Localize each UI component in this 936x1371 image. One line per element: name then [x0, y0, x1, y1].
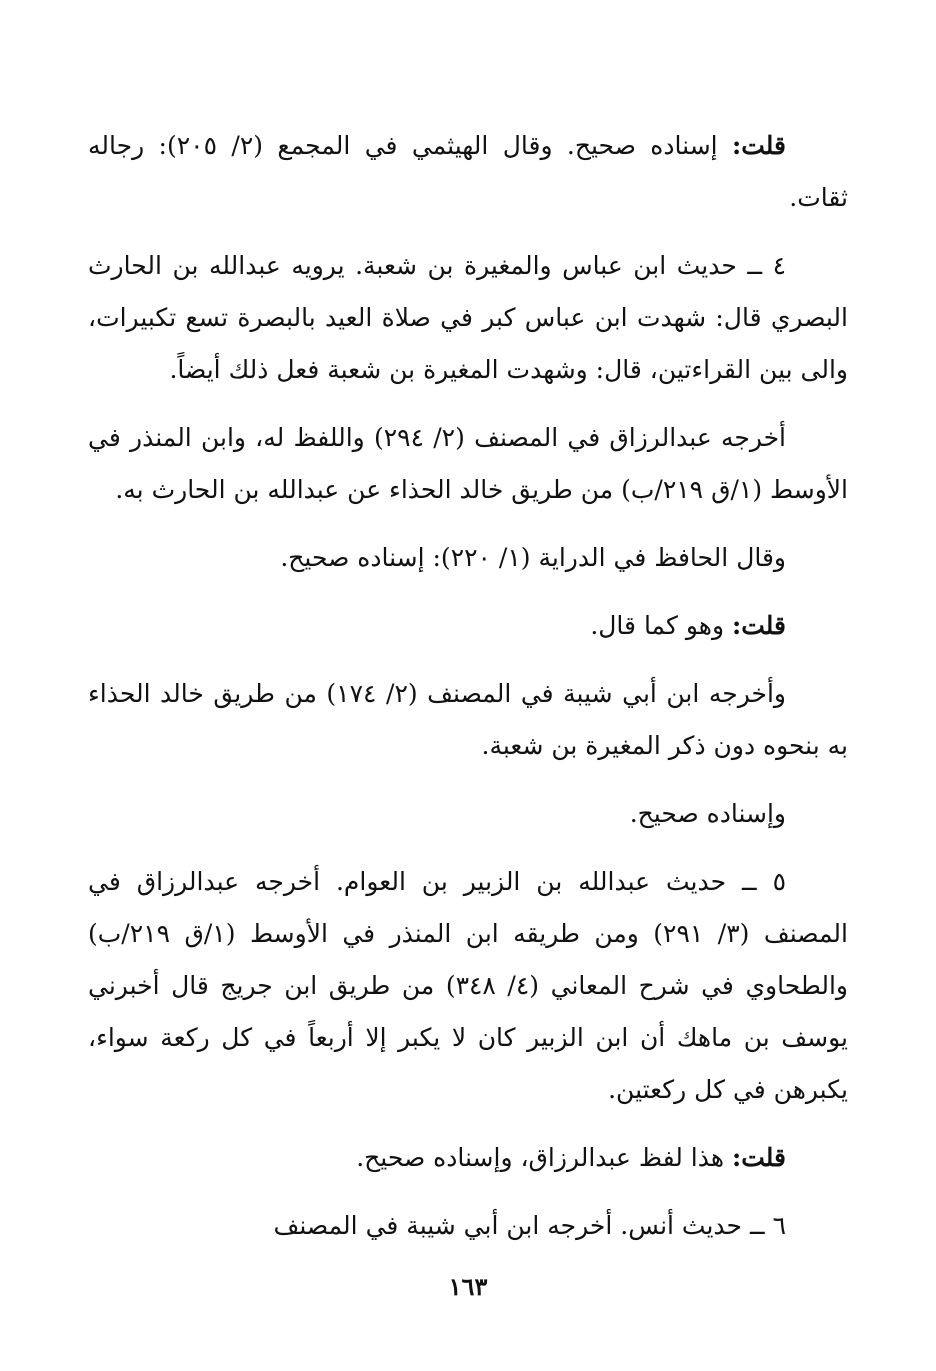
paragraph-4 — [88, 532, 848, 584]
paragraph-6 — [88, 668, 848, 772]
paragraph-text: وإسناده صحيح. — [629, 799, 786, 828]
paragraph-lead: قلت: — [731, 1143, 786, 1172]
paragraph-text: أخرجه عبدالرزاق في المصنف (٢/ ٢٩٤) واللفظ له، وابن المنذر في الأوسط (١/ق ٢١٩/ب) من طريق خالد الحذاء عن عبدالله بن الحارث به. — [88, 423, 848, 504]
paragraph-text: هذا لفظ عبدالرزاق، وإسناده صحيح. — [356, 1143, 732, 1172]
paragraph-text: وهو كما قال. — [590, 611, 732, 640]
paragraph-lead: قلت: — [731, 611, 786, 640]
paragraph-text: وأخرجه ابن أبي شيبة في المصنف (٢/ ١٧٤) من طريق خالد الحذاء به بنحوه دون ذكر المغيرة بن شعبة. — [88, 679, 848, 760]
paragraph-3 — [88, 412, 848, 516]
paragraph-lead: قلت: — [731, 131, 786, 160]
page-body — [88, 120, 848, 1268]
paragraph-text: ٤ ــ حديث ابن عباس والمغيرة بن شعبة. يرويه عبدالله بن الحارث البصري قال: شهدت ابن عباس كبر في صلاة العيد بالبصرة تسع تكبيرات، والى بين القراءتين، قال: وشهدت المغيرة بن شعبة فعل ذلك أيضاً. — [88, 251, 848, 384]
paragraph-5 — [88, 600, 848, 652]
paragraph-text: ٥ ــ حديث عبدالله بن الزبير بن العوام. أخرجه عبدالرزاق في المصنف (٣/ ٢٩١) ومن طريقه ابن المنذر في الأوسط (١/ق ٢١٩/ب) والطحاوي في شرح المعاني (٤/ ٣٤٨) من طريق ابن جريج قال أخبرني يوسف بن ماهك أن ابن الزبير كان لا يكبر إلا أربعاً في كل ركعة سواء، يكبرهن في كل ركعتين. — [88, 867, 848, 1104]
paragraph-2 — [88, 240, 848, 396]
page-number: ١٦٣ — [448, 1272, 488, 1301]
paragraph-10 — [88, 1200, 848, 1252]
paragraph-1 — [88, 120, 848, 224]
paragraph-text: ٦ ــ حديث أنس. أخرجه ابن أبي شيبة في المصنف — [273, 1211, 786, 1240]
paragraph-7 — [88, 788, 848, 840]
paragraph-8 — [88, 856, 848, 1116]
paragraph-text: وقال الحافظ في الدراية (١/ ٢٢٠): إسناده صحيح. — [280, 543, 786, 572]
paragraph-text: إسناده صحيح. وقال الهيثمي في المجمع (٢/ ٢٠٥): رجاله ثقات. — [88, 131, 848, 212]
paragraph-9 — [88, 1132, 848, 1184]
